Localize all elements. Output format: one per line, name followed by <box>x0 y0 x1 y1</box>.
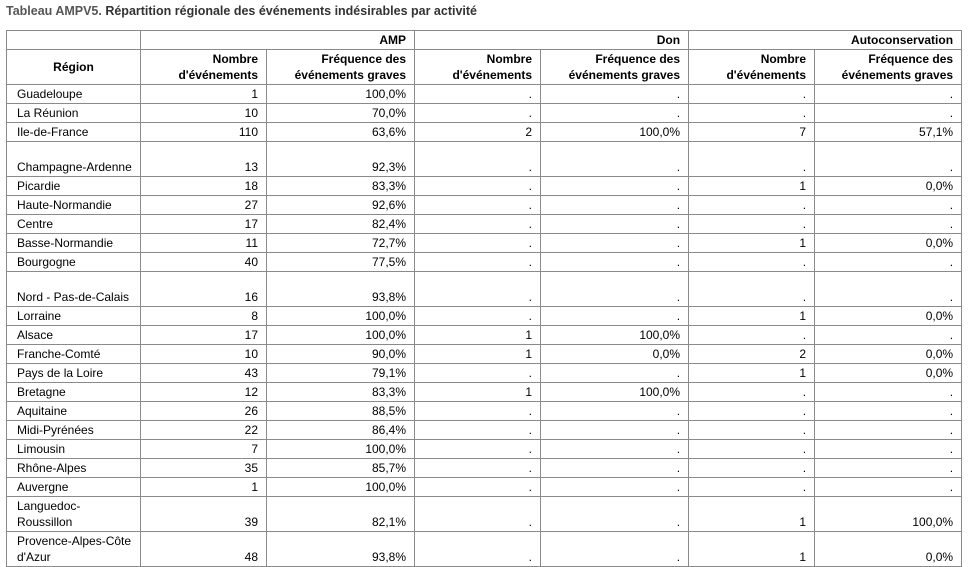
auto-frequency-cell: 0,0% <box>815 345 962 364</box>
amp-frequency-cell: 63,6% <box>267 123 415 142</box>
don-count-cell: . <box>415 459 541 478</box>
amp-frequency-cell: 82,4% <box>267 215 415 234</box>
don-count-cell: . <box>415 196 541 215</box>
auto-frequency-cell: . <box>815 215 962 234</box>
table-row <box>7 459 962 478</box>
don-frequency-cell: . <box>541 177 689 196</box>
auto-count-cell: 1 <box>689 497 815 532</box>
amp-frequency-cell: 88,5% <box>267 402 415 421</box>
table-row <box>7 104 962 123</box>
region-cell: Bourgogne <box>7 253 141 272</box>
table-row <box>7 253 962 272</box>
don-count-cell: . <box>415 253 541 272</box>
don-count-cell: . <box>415 440 541 459</box>
regional-events-table <box>6 30 962 567</box>
region-cell: Basse-Normandie <box>7 234 141 253</box>
amp-frequency-cell: 79,1% <box>267 364 415 383</box>
amp-count-cell: 1 <box>141 85 267 104</box>
don-frequency-cell: 100,0% <box>541 383 689 402</box>
auto-frequency-cell: . <box>815 85 962 104</box>
auto-count-cell: . <box>689 459 815 478</box>
amp-frequency-cell: 100,0% <box>267 440 415 459</box>
don-frequency-cell: . <box>541 440 689 459</box>
don-count-cell: . <box>415 497 541 532</box>
don-count-cell: . <box>415 402 541 421</box>
table-row <box>7 440 962 459</box>
table-row <box>7 345 962 364</box>
amp-count-cell: 13 <box>141 142 267 177</box>
region-cell: Midi-Pyrénées <box>7 421 141 440</box>
auto-frequency-cell: . <box>815 402 962 421</box>
amp-frequency-cell: 92,3% <box>267 142 415 177</box>
auto-frequency-cell: . <box>815 421 962 440</box>
don-count-cell: . <box>415 142 541 177</box>
auto-frequency-cell: . <box>815 478 962 497</box>
don-count-cell: . <box>415 421 541 440</box>
region-cell: Bretagne <box>7 383 141 402</box>
amp-count-cell: 11 <box>141 234 267 253</box>
region-cell: Lorraine <box>7 307 141 326</box>
don-frequency-cell: 100,0% <box>541 123 689 142</box>
auto-count-cell: . <box>689 104 815 123</box>
don-frequency-cell: . <box>541 142 689 177</box>
column-header-don-frequency: Fréquence des événements graves <box>541 50 689 85</box>
auto-count-cell: . <box>689 478 815 497</box>
auto-count-cell: . <box>689 383 815 402</box>
don-frequency-cell: . <box>541 478 689 497</box>
table-caption <box>6 4 477 18</box>
don-frequency-cell: . <box>541 196 689 215</box>
table-row <box>7 215 962 234</box>
don-count-cell: . <box>415 215 541 234</box>
don-count-cell: . <box>415 104 541 123</box>
amp-frequency-cell: 82,1% <box>267 497 415 532</box>
amp-frequency-cell: 92,6% <box>267 196 415 215</box>
amp-count-cell: 39 <box>141 497 267 532</box>
region-cell: Ile-de-France <box>7 123 141 142</box>
region-cell: Limousin <box>7 440 141 459</box>
region-cell: Champagne-Ardenne <box>7 142 141 177</box>
auto-count-cell: 1 <box>689 307 815 326</box>
table-row <box>7 307 962 326</box>
amp-count-cell: 1 <box>141 478 267 497</box>
amp-frequency-cell: 100,0% <box>267 85 415 104</box>
table-row <box>7 364 962 383</box>
amp-count-cell: 48 <box>141 532 267 567</box>
auto-count-cell: . <box>689 440 815 459</box>
don-count-cell: . <box>415 532 541 567</box>
don-frequency-cell: . <box>541 532 689 567</box>
amp-frequency-cell: 77,5% <box>267 253 415 272</box>
auto-count-cell: 2 <box>689 345 815 364</box>
region-cell: Rhône-Alpes <box>7 459 141 478</box>
don-frequency-cell: . <box>541 215 689 234</box>
auto-frequency-cell: . <box>815 272 962 307</box>
auto-count-cell: 1 <box>689 532 815 567</box>
auto-frequency-cell: 0,0% <box>815 307 962 326</box>
don-count-cell: . <box>415 307 541 326</box>
don-frequency-cell: . <box>541 85 689 104</box>
amp-count-cell: 35 <box>141 459 267 478</box>
table-row <box>7 196 962 215</box>
table-row <box>7 478 962 497</box>
auto-count-cell: 1 <box>689 177 815 196</box>
amp-frequency-cell: 86,4% <box>267 421 415 440</box>
column-header-region: Région <box>7 50 141 85</box>
auto-count-cell: . <box>689 85 815 104</box>
table-row <box>7 383 962 402</box>
don-count-cell: 1 <box>415 383 541 402</box>
don-count-cell: . <box>415 478 541 497</box>
amp-count-cell: 12 <box>141 383 267 402</box>
amp-count-cell: 40 <box>141 253 267 272</box>
amp-count-cell: 17 <box>141 326 267 345</box>
don-frequency-cell: . <box>541 272 689 307</box>
don-count-cell: . <box>415 234 541 253</box>
auto-frequency-cell: 0,0% <box>815 234 962 253</box>
amp-frequency-cell: 83,3% <box>267 177 415 196</box>
auto-count-cell: . <box>689 421 815 440</box>
auto-frequency-cell: . <box>815 253 962 272</box>
table-row <box>7 85 962 104</box>
amp-count-cell: 10 <box>141 345 267 364</box>
group-header-amp: AMP <box>141 31 415 50</box>
region-cell: Picardie <box>7 177 141 196</box>
auto-count-cell: 7 <box>689 123 815 142</box>
table-row <box>7 326 962 345</box>
don-count-cell: . <box>415 272 541 307</box>
don-frequency-cell: . <box>541 253 689 272</box>
amp-frequency-cell: 70,0% <box>267 104 415 123</box>
don-frequency-cell: . <box>541 402 689 421</box>
auto-count-cell: . <box>689 215 815 234</box>
amp-frequency-cell: 83,3% <box>267 383 415 402</box>
group-header-don: Don <box>415 31 689 50</box>
auto-count-cell: 1 <box>689 364 815 383</box>
auto-frequency-cell: 57,1% <box>815 123 962 142</box>
region-cell: Aquitaine <box>7 402 141 421</box>
auto-frequency-cell: . <box>815 104 962 123</box>
table-row <box>7 497 962 532</box>
amp-count-cell: 22 <box>141 421 267 440</box>
amp-count-cell: 10 <box>141 104 267 123</box>
region-cell: Provence-Alpes-Côte d'Azur <box>7 532 141 567</box>
auto-frequency-cell: 0,0% <box>815 177 962 196</box>
amp-frequency-cell: 85,7% <box>267 459 415 478</box>
don-frequency-cell: . <box>541 497 689 532</box>
column-header-auto-count: Nombre d'événements <box>689 50 815 85</box>
auto-frequency-cell: . <box>815 142 962 177</box>
don-count-cell: 1 <box>415 326 541 345</box>
auto-frequency-cell: 0,0% <box>815 364 962 383</box>
don-count-cell: 2 <box>415 123 541 142</box>
don-frequency-cell: . <box>541 421 689 440</box>
amp-count-cell: 43 <box>141 364 267 383</box>
region-cell: Nord - Pas-de-Calais <box>7 272 141 307</box>
auto-count-cell: . <box>689 272 815 307</box>
table-row <box>7 123 962 142</box>
don-frequency-cell: . <box>541 307 689 326</box>
auto-count-cell: . <box>689 402 815 421</box>
column-header-don-count: Nombre d'événements <box>415 50 541 85</box>
amp-count-cell: 18 <box>141 177 267 196</box>
auto-frequency-cell: 100,0% <box>815 497 962 532</box>
table-row <box>7 234 962 253</box>
don-frequency-cell: . <box>541 234 689 253</box>
table-row <box>7 272 962 307</box>
amp-frequency-cell: 90,0% <box>267 345 415 364</box>
region-cell: Auvergne <box>7 478 141 497</box>
amp-frequency-cell: 93,8% <box>267 272 415 307</box>
auto-frequency-cell: . <box>815 326 962 345</box>
region-cell: Centre <box>7 215 141 234</box>
amp-count-cell: 17 <box>141 215 267 234</box>
amp-frequency-cell: 100,0% <box>267 307 415 326</box>
column-header-amp-count: Nombre d'événements <box>141 50 267 85</box>
amp-frequency-cell: 100,0% <box>267 326 415 345</box>
amp-count-cell: 7 <box>141 440 267 459</box>
table-row <box>7 402 962 421</box>
don-frequency-cell: . <box>541 459 689 478</box>
group-header-autoconservation: Autoconservation <box>689 31 962 50</box>
don-frequency-cell: . <box>541 364 689 383</box>
auto-count-cell: . <box>689 142 815 177</box>
auto-frequency-cell: . <box>815 383 962 402</box>
auto-count-cell: . <box>689 326 815 345</box>
amp-frequency-cell: 93,8% <box>267 532 415 567</box>
region-cell: Franche-Comté <box>7 345 141 364</box>
auto-frequency-cell: . <box>815 196 962 215</box>
don-frequency-cell: 0,0% <box>541 345 689 364</box>
table-body <box>7 85 962 567</box>
don-frequency-cell: . <box>541 104 689 123</box>
amp-frequency-cell: 72,7% <box>267 234 415 253</box>
don-count-cell: . <box>415 364 541 383</box>
amp-frequency-cell: 100,0% <box>267 478 415 497</box>
table-row <box>7 142 962 177</box>
region-cell: Pays de la Loire <box>7 364 141 383</box>
amp-count-cell: 16 <box>141 272 267 307</box>
region-cell: La Réunion <box>7 104 141 123</box>
don-count-cell: . <box>415 177 541 196</box>
region-cell: Languedoc-Roussillon <box>7 497 141 532</box>
caption-label: Tableau AMPV5. <box>6 4 102 18</box>
amp-count-cell: 26 <box>141 402 267 421</box>
caption-text: Répartition régionale des événements indésirables par activité <box>101 4 477 18</box>
region-cell: Alsace <box>7 326 141 345</box>
amp-count-cell: 110 <box>141 123 267 142</box>
amp-count-cell: 27 <box>141 196 267 215</box>
auto-frequency-cell: 0,0% <box>815 532 962 567</box>
region-cell: Haute-Normandie <box>7 196 141 215</box>
column-header-amp-frequency: Fréquence des événements graves <box>267 50 415 85</box>
auto-count-cell: . <box>689 253 815 272</box>
table-row <box>7 421 962 440</box>
auto-frequency-cell: . <box>815 459 962 478</box>
region-cell: Guadeloupe <box>7 85 141 104</box>
amp-count-cell: 8 <box>141 307 267 326</box>
auto-frequency-cell: . <box>815 440 962 459</box>
auto-count-cell: . <box>689 196 815 215</box>
table-row <box>7 177 962 196</box>
column-header-auto-frequency: Fréquence des événements graves <box>815 50 962 85</box>
table-row <box>7 532 962 567</box>
don-frequency-cell: 100,0% <box>541 326 689 345</box>
don-count-cell: 1 <box>415 345 541 364</box>
header-blank <box>7 31 141 50</box>
don-count-cell: . <box>415 85 541 104</box>
auto-count-cell: 1 <box>689 234 815 253</box>
